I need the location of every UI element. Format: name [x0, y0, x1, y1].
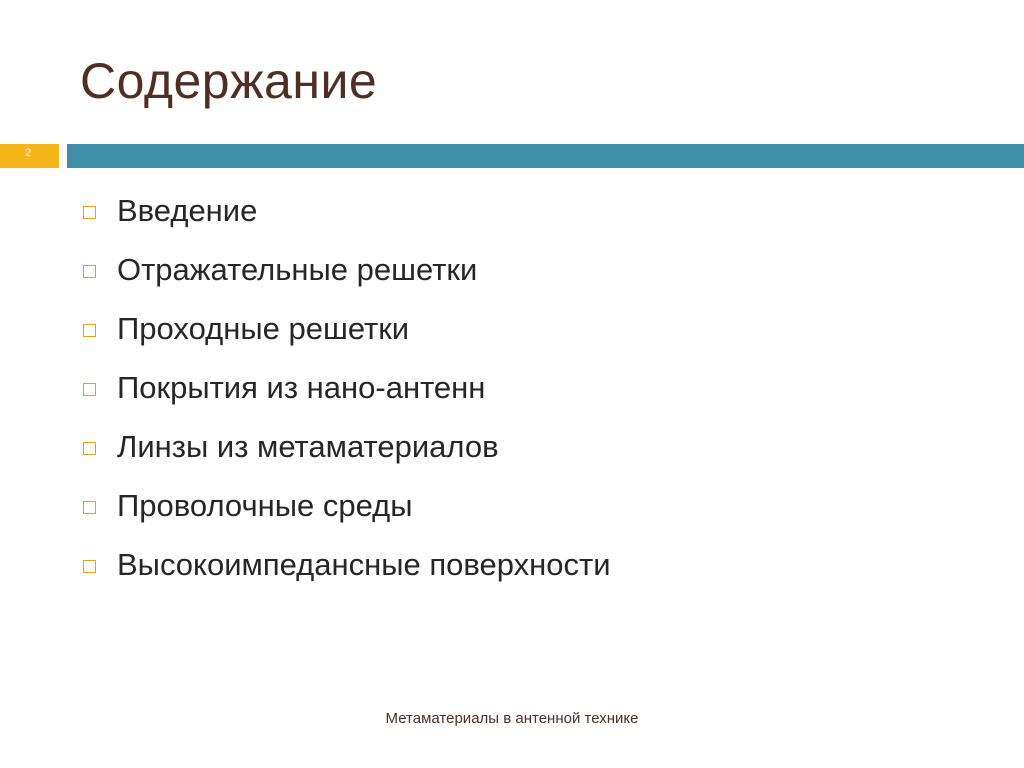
- square-bullet-icon: [83, 206, 96, 219]
- square-bullet-icon: [83, 442, 96, 455]
- slide-title: Содержание: [80, 53, 378, 109]
- list-item-label: Отражательные решетки: [117, 252, 478, 287]
- list-item-label: Проволочные среды: [117, 488, 413, 523]
- list-item: [80, 482, 611, 541]
- square-bullet-icon: [83, 560, 96, 573]
- square-bullet-icon: [83, 383, 96, 396]
- list-item: [80, 541, 611, 600]
- list-item: [80, 423, 611, 482]
- bullet-list: [80, 187, 611, 600]
- accent-bar: [67, 144, 1024, 168]
- list-item: [80, 305, 611, 364]
- list-item: [80, 364, 611, 423]
- square-bullet-icon: [83, 324, 96, 337]
- list-item-label: Введение: [117, 193, 258, 228]
- slide-footer: Метаматериалы в антенной технике: [385, 710, 639, 727]
- square-bullet-icon: [83, 265, 96, 278]
- list-item-label: Высокоимпедансные поверхности: [117, 547, 611, 582]
- list-item: [80, 246, 611, 305]
- square-bullet-icon: [83, 501, 96, 514]
- slide-number-badge: [0, 144, 59, 168]
- list-item-label: Покрытия из нано-антенн: [117, 370, 486, 405]
- list-item-label: Линзы из метаматериалов: [117, 429, 499, 464]
- list-item: [80, 187, 611, 246]
- list-item-label: Проходные решетки: [117, 311, 410, 346]
- slide-number: 2: [25, 147, 32, 159]
